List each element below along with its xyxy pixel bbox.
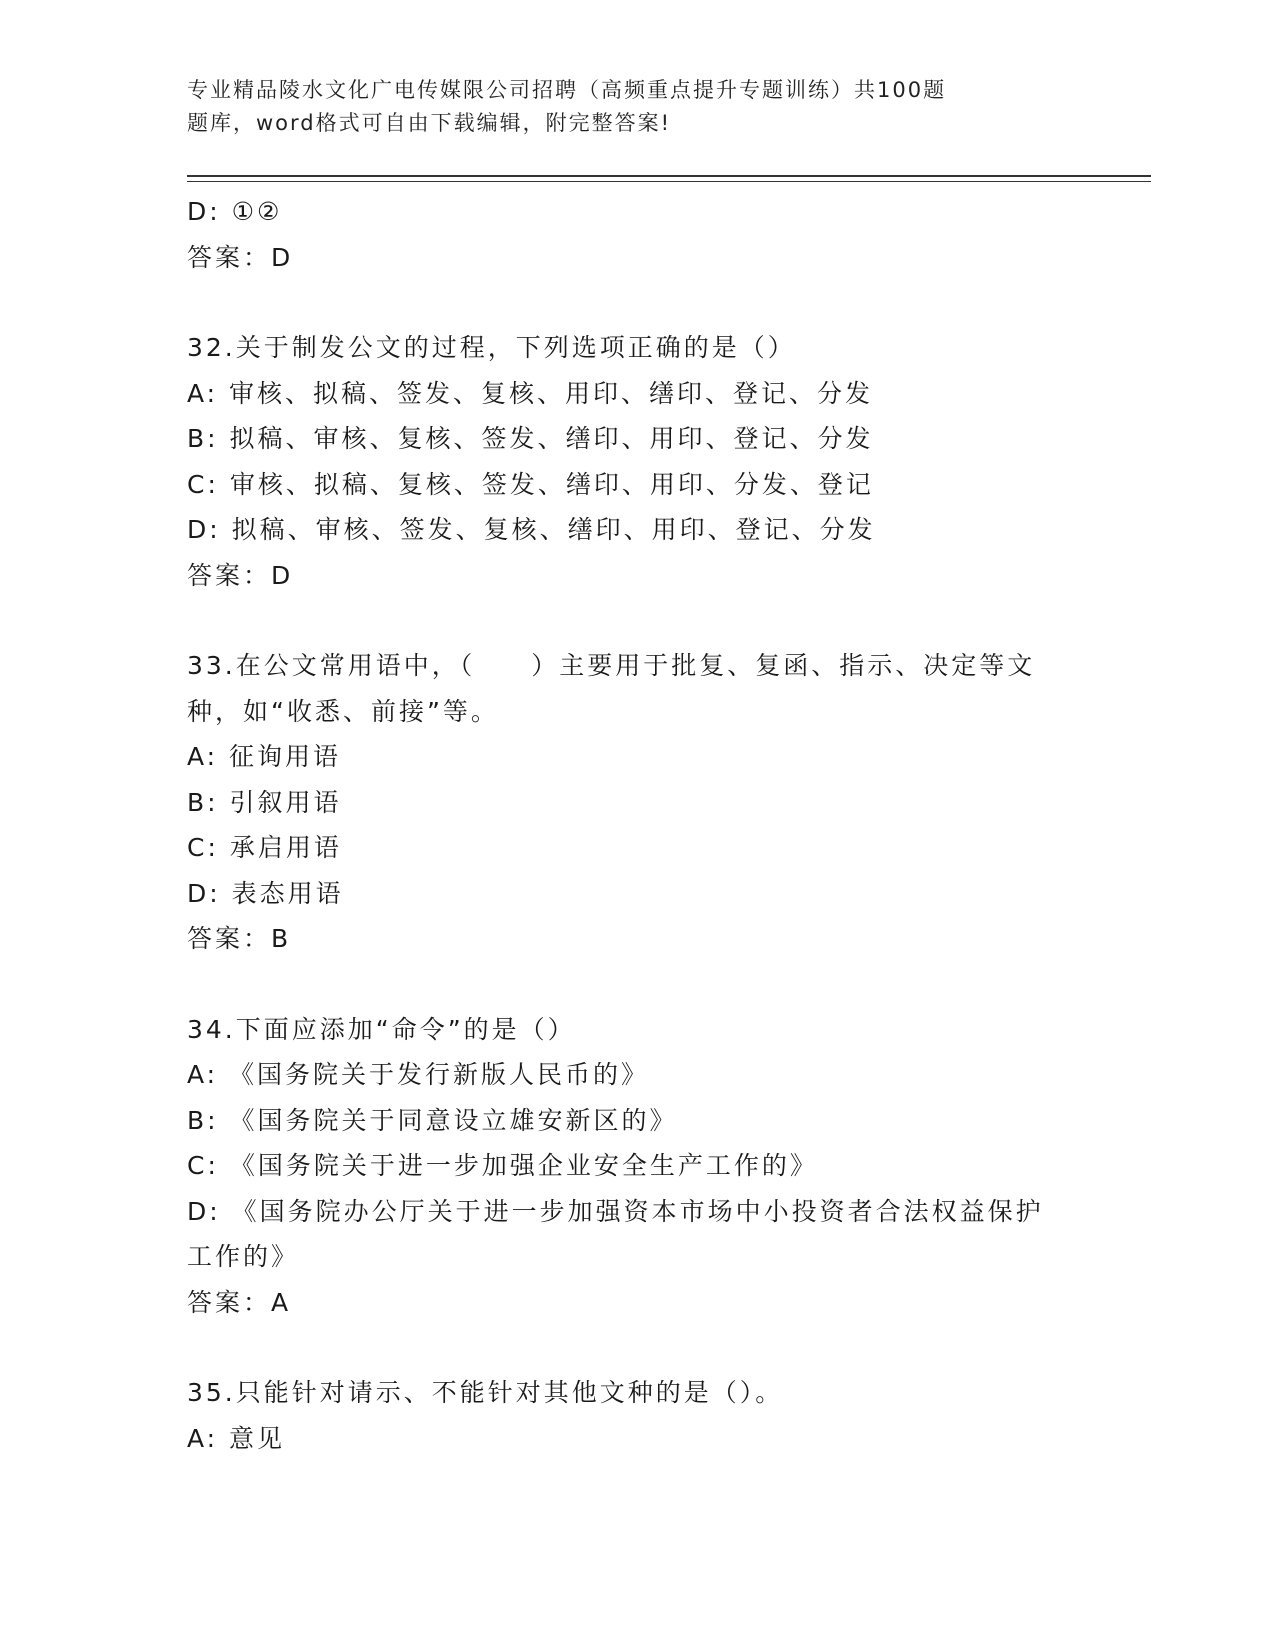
header-title-line-1: 专业精品陵水文化广电传媒限公司招聘（高频重点提升专题训练）共100题 xyxy=(187,78,947,102)
header-divider-thick xyxy=(187,175,1151,177)
answer-line: 答案：D xyxy=(187,560,294,590)
option-a: A: 意见 xyxy=(187,1423,286,1453)
question-block xyxy=(187,1370,1077,1461)
option-a: A: 征询用语 xyxy=(187,742,342,771)
spacer xyxy=(187,280,1077,325)
answer-line: 答案：B xyxy=(187,924,292,953)
answer-line: 答案：D xyxy=(187,242,294,272)
spacer xyxy=(187,1325,1077,1370)
option-b: B: 拟稿、审核、复核、签发、缮印、用印、登记、分发 xyxy=(187,424,874,453)
question-block xyxy=(187,325,1077,598)
question-stem: 33.在公文常用语中，（ ）主要用于批复、复函、指示、决定等文 xyxy=(187,651,1036,680)
question-stem: 35.只能针对请示、不能针对其他文种的是（）。 xyxy=(187,1378,784,1407)
header-divider-thin xyxy=(187,181,1151,182)
option-d-continued: 工作的》 xyxy=(187,1242,300,1271)
spacer xyxy=(187,962,1077,1007)
question-list xyxy=(187,189,1077,1461)
option-b: B: 《国务院关于同意设立雄安新区的》 xyxy=(187,1105,678,1135)
question-block xyxy=(187,1007,1077,1326)
option-b: B: 引叙用语 xyxy=(187,787,342,817)
question-stem-continued: 种，如“收悉、前接”等。 xyxy=(187,696,499,726)
question-block xyxy=(187,643,1077,962)
page-header xyxy=(187,74,1047,140)
option-d: D: 拟稿、审核、签发、复核、缮印、用印、登记、分发 xyxy=(187,515,876,544)
spacer xyxy=(187,598,1077,643)
option-d: D: 表态用语 xyxy=(187,878,344,908)
answer-line: 答案：A xyxy=(187,1287,292,1317)
option-c: C: 《国务院关于进一步加强企业安全生产工作的》 xyxy=(187,1151,818,1180)
header-title-line-2: 题库，word格式可自由下载编辑，附完整答案! xyxy=(187,111,672,135)
option-c: C: 审核、拟稿、复核、签发、缮印、用印、分发、登记 xyxy=(187,469,874,499)
option-a: A: 《国务院关于发行新版人民币的》 xyxy=(187,1060,650,1089)
option-c: C: 承启用语 xyxy=(187,833,342,862)
option-a: A: 审核、拟稿、签发、复核、用印、缮印、登记、分发 xyxy=(187,378,874,408)
question-stem: 34.下面应添加“命令”的是（） xyxy=(187,1014,576,1044)
question-stem: 32.关于制发公文的过程，下列选项正确的是（） xyxy=(187,333,796,362)
option-d: D: ①② xyxy=(187,197,283,226)
option-d: D: 《国务院办公厅关于进一步加强资本市场中小投资者合法权益保护 xyxy=(187,1196,1044,1226)
